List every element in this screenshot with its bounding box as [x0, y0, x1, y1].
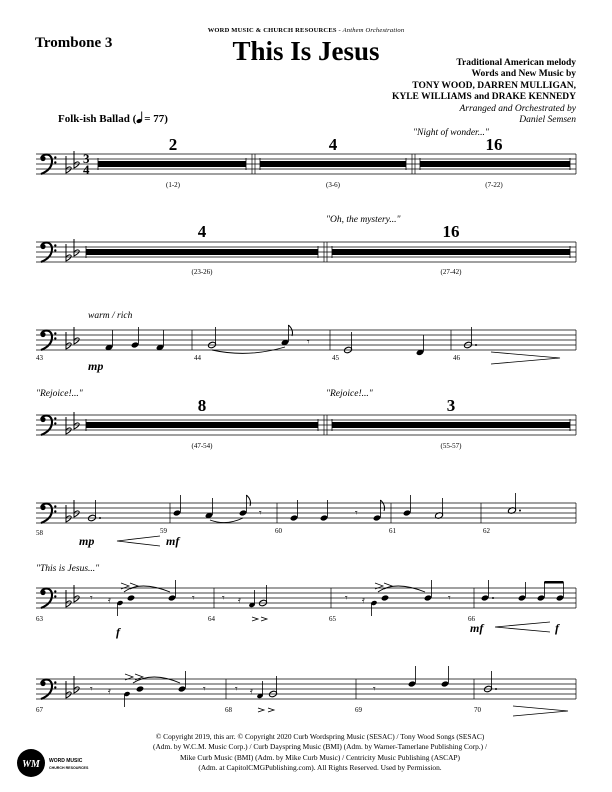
system-2 [36, 215, 576, 276]
staff-lines [36, 588, 576, 608]
copyright-line: Mike Curb Music (BMI) (Adm. by Mike Curb Music) / Centricity Music Publishing (ASCAP) [179, 752, 461, 762]
multirest-bar [332, 249, 570, 255]
multirest-bar [98, 161, 246, 167]
crescendo-hairpin [117, 536, 160, 546]
measure-number: 65 [329, 615, 336, 623]
rest-range: (3-6) [326, 181, 340, 189]
measure-number: 69 [355, 706, 362, 714]
sixteenth-rest-icon: 𝄿 [238, 595, 241, 605]
expression-text: warm / rich [88, 311, 133, 321]
rest-count: 16 [442, 222, 460, 241]
lyric-cue: "Rejoice!..." [326, 389, 373, 399]
logo-text: WORD MUSIC [49, 758, 83, 764]
crescendo-hairpin [495, 622, 550, 632]
multirest-bar [260, 161, 406, 167]
rest-range: (1-2) [166, 181, 180, 189]
multirest-bar [420, 161, 570, 167]
sixteenth-rest-icon: 𝄿 [108, 686, 111, 696]
rest-count: 16 [485, 135, 503, 154]
staff-lines [36, 503, 576, 523]
eighth-rest-icon: 𝄾 [259, 508, 262, 519]
copyright-line: (Adm. at CapitolCMGPublishing.com). All Rights Reserved. Used by Permission. [198, 762, 442, 772]
staff-lines [36, 330, 576, 350]
rest-range: (27-42) [440, 268, 462, 276]
eighth-rest-icon: 𝄾 [192, 593, 195, 604]
measure-number: 68 [225, 706, 232, 714]
measure-number: 67 [36, 706, 43, 714]
measure-number: 70 [474, 706, 481, 714]
tempo-value: = 77 [144, 113, 165, 125]
eighth-rest-icon: 𝄾 [448, 593, 451, 604]
eighth-rest-icon: 𝄾 [90, 593, 93, 604]
measure-number: 58 [36, 529, 43, 537]
sixteenth-rest-icon: 𝄿 [362, 595, 365, 605]
measure-number: 63 [36, 615, 43, 623]
time-sig-top: 3 [83, 151, 90, 166]
measure-number: 64 [208, 615, 215, 623]
measure-number: 44 [194, 354, 201, 362]
notes [90, 580, 564, 621]
credit-line: Words and New Music by [471, 69, 576, 80]
credit-line: Traditional American melody [456, 58, 576, 68]
dynamic-marking: f [116, 625, 120, 639]
rest-range: (55-57) [440, 442, 462, 450]
rest-range: (7-22) [485, 181, 503, 189]
multirest-bar [86, 422, 318, 428]
lyric-cue: "This is Jesus..." [36, 564, 100, 574]
measure-number: 61 [389, 527, 396, 535]
sixteenth-rest-icon: 𝄿 [250, 686, 253, 696]
measure-number: 43 [36, 354, 43, 362]
system-7 [36, 666, 576, 716]
dynamic-marking: f [555, 621, 559, 635]
arranger-line: Arranged and Orchestrated by [459, 103, 576, 114]
system-5 [36, 493, 576, 548]
copyright-line: (Adm. by W.C.M. Music Corp.) / Curb Dayspring Music (BMI) (Adm. by Warner-Tamerlane Publishing Corp.) / [152, 742, 488, 752]
rest-count: 2 [168, 135, 178, 154]
system-3 [36, 311, 576, 373]
rest-count: 8 [197, 396, 207, 415]
rest-count: 4 [328, 135, 338, 154]
publisher-sub: - Anthem Orchestration [336, 27, 405, 34]
measure-number: 60 [275, 527, 282, 535]
measure-number: 46 [453, 354, 460, 362]
decrescendo-hairpin [491, 352, 560, 364]
eighth-rest-icon: 𝄾 [203, 684, 206, 695]
multirest-bar [86, 249, 318, 255]
sixteenth-rest-icon: 𝄿 [108, 595, 111, 605]
multirest-bar [332, 422, 570, 428]
measure-number: 66 [468, 615, 475, 623]
accent-icon [252, 617, 267, 621]
eighth-rest-icon: 𝄾 [355, 508, 358, 519]
tempo-open-paren: ( [132, 113, 137, 125]
dynamic-marking: mp [88, 359, 104, 373]
time-sig-bottom: 4 [83, 162, 90, 177]
word-music-logo-icon [16, 747, 92, 779]
rest-range: (23-26) [191, 268, 213, 276]
measure-number: 59 [160, 527, 167, 535]
copyright-notice [70, 732, 570, 773]
rest-count: 3 [446, 396, 456, 415]
instrument-name: Trombone 3 [35, 35, 113, 51]
system-4 [36, 389, 576, 450]
system-1 [36, 127, 576, 189]
rest-count: 4 [197, 222, 207, 241]
tempo-text: Folk-ish Ballad [58, 113, 130, 125]
eighth-rest-icon: 𝄾 [345, 593, 348, 604]
credit-line: TONY WOOD, DARREN MULLIGAN, [412, 80, 576, 91]
dynamic-marking: mp [79, 534, 95, 548]
publisher-logo [16, 747, 92, 779]
eighth-rest-icon: 𝄾 [90, 684, 93, 695]
lyric-cue: "Rejoice!..." [36, 389, 83, 399]
eighth-rest-icon: 𝄾 [373, 684, 376, 695]
accent-icon [258, 708, 274, 712]
lyric-cue: "Night of wonder..." [413, 128, 489, 138]
credit-line: KYLE WILLIAMS and DRAKE KENNEDY [391, 92, 576, 103]
measure-number: 62 [483, 527, 490, 535]
eighth-rest-icon: 𝄾 [222, 593, 225, 604]
logo-text: CHURCH RESOURCES [49, 766, 89, 770]
publisher-main: WORD MUSIC & CHURCH RESOURCES [207, 27, 337, 34]
measure-number: 45 [332, 354, 339, 362]
page-title: This Is Jesus [232, 36, 380, 66]
dynamic-marking: mf [166, 534, 180, 548]
system-6 [36, 564, 576, 639]
lyric-cue: "Oh, the mystery..." [326, 215, 401, 225]
eighth-rest-icon: 𝄾 [235, 684, 238, 695]
decrescendo-hairpin [513, 706, 568, 716]
copyright-line: © Copyright 2019, this arr. © Copyright 2020 Curb Wordspring Music (SESAC) / Tony Wood Songs (SESAC) [155, 732, 485, 741]
arranger-name: Daniel Semsen [519, 115, 576, 126]
dynamic-marking: mf [470, 621, 484, 635]
eighth-rest-icon: 𝄾 [307, 337, 310, 348]
logo-letters: WM [22, 759, 40, 770]
tempo-close-paren: ) [164, 113, 168, 125]
rest-range: (47-54) [191, 442, 213, 450]
